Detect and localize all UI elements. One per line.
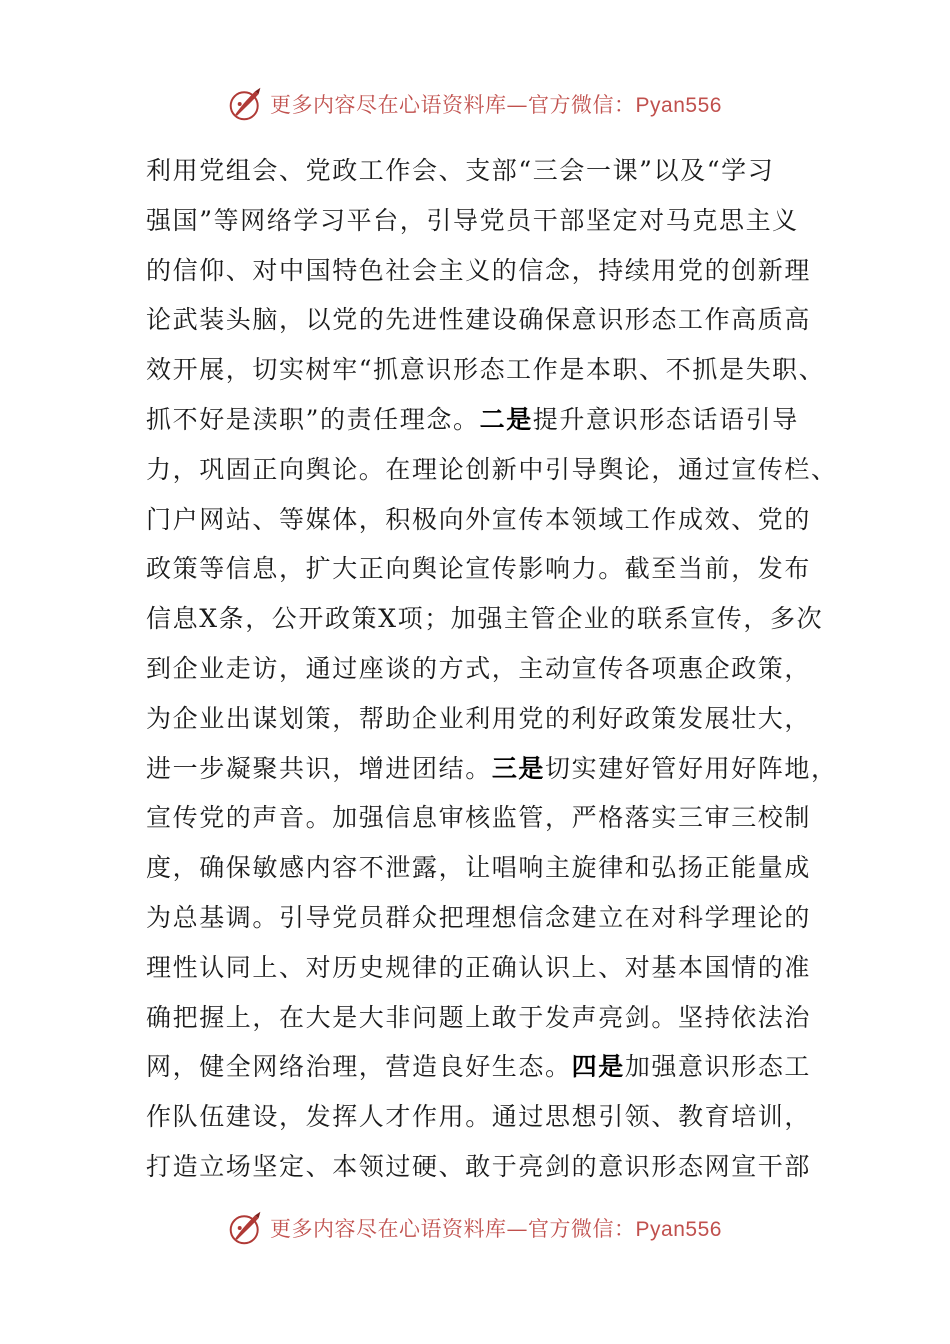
line-text: 网，健全网络治理，营造良好生态。 [146, 1052, 572, 1082]
line-text: 作队伍建设，发挥人才作用。通过思想引领、教育培训， [146, 1102, 812, 1132]
line-text: 为总基调。引导党员群众把理想信念建立在对科学理论的 [146, 902, 812, 932]
text-line [146, 594, 824, 644]
text-line [146, 146, 816, 196]
line-text: 门户网站、等媒体，积极向外宣传本领域工作成效、党的 [146, 504, 812, 534]
text-line [146, 395, 816, 445]
banner-text: 更多内容尽在心语资料库—官方微信：Pyan556 [270, 1217, 722, 1241]
line-text: 理性认同上、对历史规律的正确认识上、对基本国情的准 [146, 952, 812, 982]
line-text: 进一步凝聚共识，增进团结。 [146, 753, 492, 783]
line-text: 提升意识形态话语引导 [532, 404, 799, 434]
wechat-id: Pyan556 [635, 94, 722, 117]
line-text: 度，确保敏感内容不泄露，让唱响主旋律和弘扬正能量成 [146, 853, 812, 883]
text-line [146, 295, 816, 345]
text-line [146, 694, 816, 744]
pen-logo-icon [228, 1210, 264, 1246]
text-line [146, 445, 838, 495]
text-line [146, 1042, 816, 1092]
banner-text: 更多内容尽在心语资料库—官方微信：Pyan556 [270, 93, 722, 117]
text-line [146, 1142, 816, 1192]
line-text: 利用党组会、党政工作会、支部“三会一课”以及“学习 [146, 156, 775, 185]
text-line [146, 943, 816, 993]
line-text: 强国”等网络学习平台，引导党员干部坚定对马克思主义 [146, 205, 799, 235]
text-line [146, 644, 816, 694]
text-line [146, 744, 838, 794]
bold-marker: 二是 [479, 404, 533, 434]
line-text: 为企业出谋划策，帮助企业利用党的利好政策发展壮大， [146, 703, 812, 733]
text-line [146, 544, 816, 594]
text-line [146, 246, 816, 296]
pen-logo-icon [228, 86, 264, 122]
text-line [146, 1092, 816, 1142]
line-text: 政策等信息，扩大正向舆论宣传影响力。截至当前，发布 [146, 554, 812, 584]
line-text: 论武装头脑，以党的先进性建设确保意识形态工作高质高 [146, 305, 812, 335]
line-text: 加强意识形态工 [624, 1052, 812, 1082]
text-line [146, 495, 816, 545]
text-line [146, 345, 826, 395]
line-text: 切实建好管好用好阵地， [545, 753, 838, 783]
line-text: 抓不好是渎职”的责任理念。 [146, 404, 480, 434]
bold-marker: 四是 [571, 1052, 625, 1082]
line-text: 确把握上，在大是大非问题上敢于发声亮剑。坚持依法治 [146, 1002, 812, 1032]
text-line [146, 993, 816, 1043]
line-text: 宣传党的声音。加强信息审核监管，严格落实三审三校制 [146, 803, 812, 833]
text-line [146, 843, 816, 893]
text-line [146, 793, 816, 843]
text-line [146, 893, 816, 943]
header-banner [0, 84, 950, 124]
line-text: 效开展，切实树牢“抓意识形态工作是本职、不抓是失职、 [146, 355, 826, 385]
line-text: 打造立场坚定、本领过硬、敢于亮剑的意识形态网宣干部 [146, 1151, 812, 1181]
line-text: 到企业走访，通过座谈的方式，主动宣传各项惠企政策， [146, 653, 812, 683]
document-body [146, 146, 838, 1192]
line-text: 信息X条，公开政策X项；加强主管企业的联系宣传，多次 [146, 604, 824, 634]
footer-banner [0, 1208, 950, 1248]
line-text: 力，巩固正向舆论。在理论创新中引导舆论，通过宣传栏、 [146, 454, 838, 484]
line-text: 的信仰、对中国特色社会主义的信念，持续用党的创新理 [146, 255, 812, 285]
bold-marker: 三是 [491, 753, 546, 783]
wechat-id: Pyan556 [635, 1218, 722, 1241]
text-line [146, 196, 816, 246]
